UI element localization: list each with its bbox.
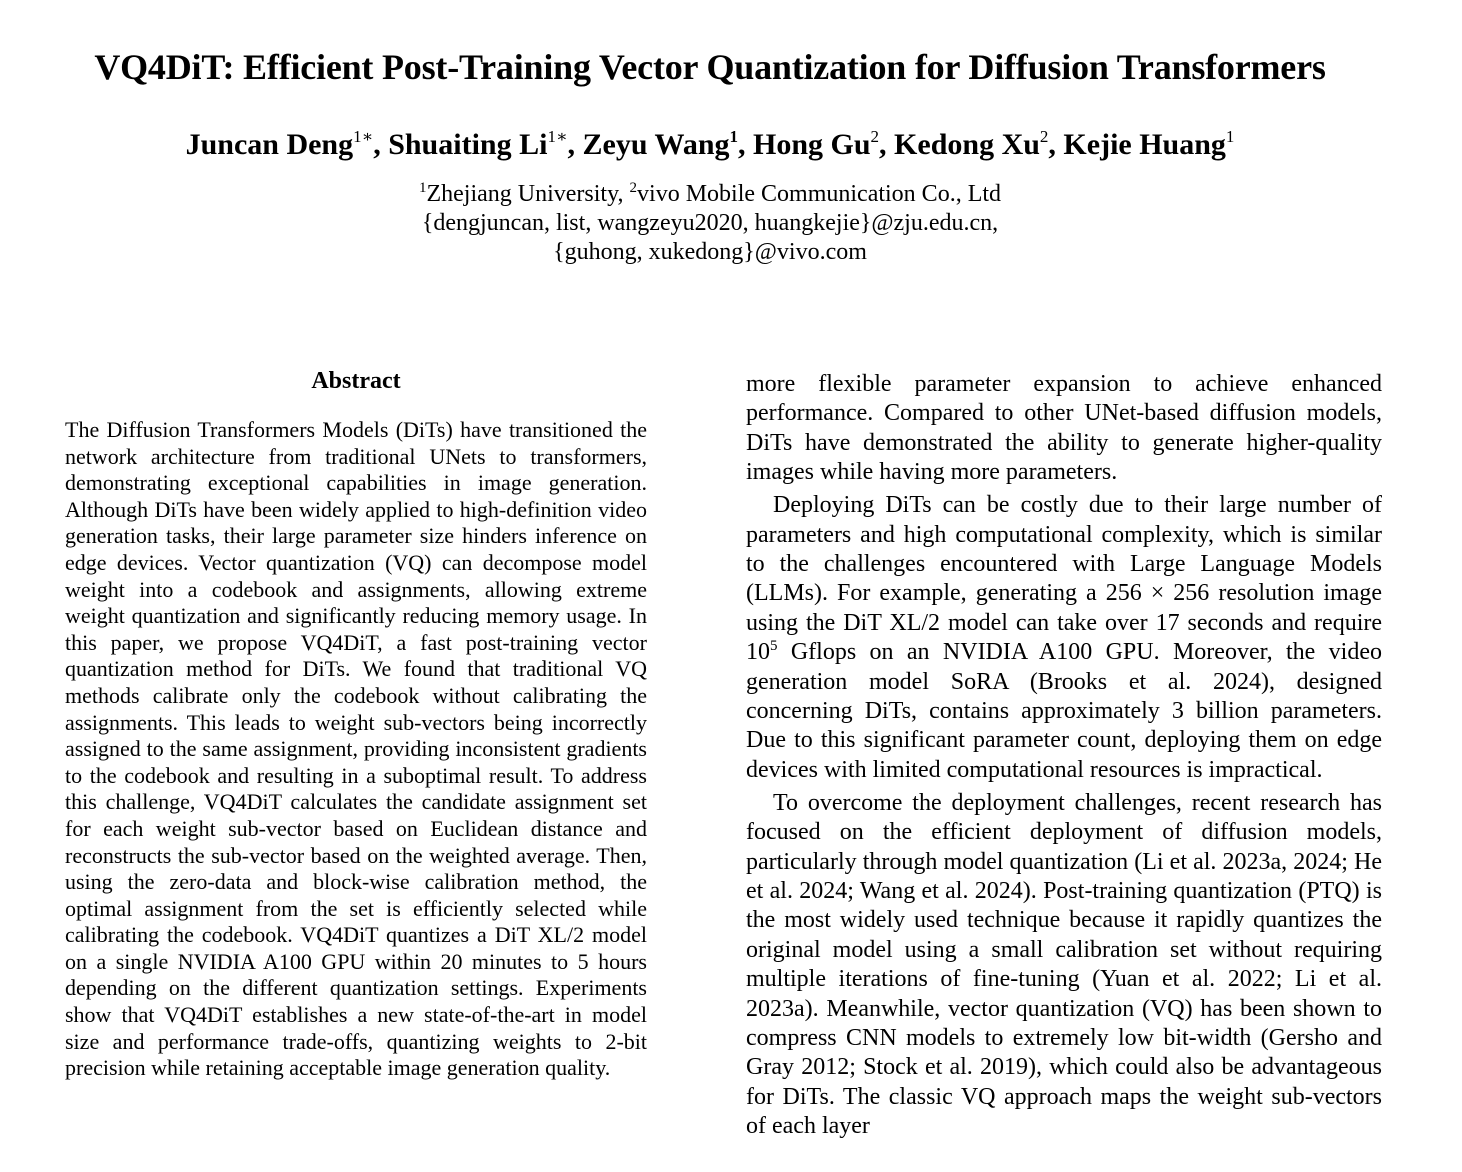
author-separator: , [373,128,389,161]
body-paragraph: more flexible parameter expansion to achieve enhanced performance. Compared to other UNet-based diffusion models, DiTs have demonstrated the ability to generate higher-quality images while having more parameters. [746,371,1382,486]
author-affiliation-mark: 1 [729,127,738,146]
abstract-heading: Abstract [311,368,401,394]
author-name: Kejie Huang [1063,128,1226,161]
author-separator: , [738,128,753,161]
author-list [0,128,1420,162]
author-name: Shuaiting Li [388,128,548,161]
body-paragraph [746,491,1382,785]
author-affiliation-mark: 1∗ [353,127,374,146]
author-name: Juncan Deng [185,128,354,161]
affiliation-mark: 2 [629,180,638,196]
author-affiliation-mark: 1∗ [547,127,568,146]
email-line: {guhong, xukedong}@vivo.com [553,239,867,265]
affiliation-org: Zhejiang University, [426,181,630,207]
body-text: Deploying DiTs can be costly due to their large number of parameters and high computational complexity, which is similar to the challenges encountered with Large Language Models (LLMs). For example, generating a 256 × 256 resolution image using the DiT XL/2 model can take over 17 seconds and require 10 [746,492,1382,666]
body-text: Gflops on an NVIDIA A100 GPU. Moreover, the video generation model SoRA (Brooks et al. 2024), designed concerning DiTs, contains approximately 3 billion parameters. Due to this significant parameter count, deploying them on edge devices with limited computational resources is impractical. [746,639,1382,783]
affiliation-org: vivo Mobile Communication Co., Ltd [637,181,1002,207]
email-line: {dengjuncan, list, wangzeyu2020, huangkejie}@zju.edu.cn, [421,210,999,236]
author-affiliation-mark: 1 [1225,127,1235,146]
author-separator: , [1048,128,1064,161]
affiliation-mark: 1 [418,180,427,196]
body-column-right [746,370,1382,1145]
author-name: Kedong Xu [894,128,1040,161]
author-name: Hong Gu [753,128,871,161]
affiliations [0,180,1420,267]
author-affiliation-mark: 2 [1039,127,1049,146]
author-separator: , [567,128,583,161]
author-separator: , [879,128,895,161]
body-paragraph: To overcome the deployment challenges, recent research has focused on the efficient deployment of diffusion models, particularly through model quantization (Li et al. 2023a, 2024; He et al. 2024; Wang et al. 2024). Post-training quantization (PTQ) is the most widely used technique because it rapidly quantizes the original model using a small calibration set without requiring multiple iterations of fine-tuning (Yuan et al. 2022; Li et al. 2023a). Meanwhile, vector quantization (VQ) has been shown to compress CNN models to extremely low bit-width (Gersho and Gray 2012; Stock et al. 2019), which could also be advantageous for DiTs. The classic VQ approach maps the weight sub-vectors of each layer [746,789,1382,1140]
abstract-text: The Diffusion Transformers Models (DiTs) have transitioned the network architecture from traditional UNets to transformers, demonstrating exceptional capabilities in image generation. Although DiTs have been widely applied to high-definition video generation tasks, their large parameter size hinders inference on edge devices. Vector quantization (VQ) can decompose model weight into a codebook and assignments, allowing extreme weight quantization and significantly reducing memory usage. In this paper, we propose VQ4DiT, a fast post-training vector quantization method for DiTs. We found that traditional VQ methods calibrate only the codebook without calibrating the assignments. This leads to weight sub-vectors being incorrectly assigned to the same assignment, providing inconsistent gradients to the codebook and resulting in a suboptimal result. To address this challenge, VQ4DiT calculates the candidate assignment set for each weight sub-vector based on Euclidean distance and reconstructs the sub-vector based on the weighted average. Then, using the zero-data and block-wise calibration method, the optimal assignment from the set is efficiently selected while calibrating the codebook. VQ4DiT quantizes a DiT XL/2 model on a single NVIDIA A100 GPU within 20 minutes to 5 hours depending on the different quantization settings. Experiments show that VQ4DiT establishes a new state-of-the-art in model size and performance trade-offs, quantizing weights to 2-bit precision while retaining acceptable image generation quality. [65,417,647,1081]
affiliation-line [0,180,1420,209]
author-affiliation-mark: 2 [870,127,880,146]
author-name: Zeyu Wang [582,128,730,161]
exponent: 5 [770,638,778,655]
paper-title: VQ4DiT: Efficient Post-Training Vector Quantization for Diffusion Transformers [94,47,1326,87]
